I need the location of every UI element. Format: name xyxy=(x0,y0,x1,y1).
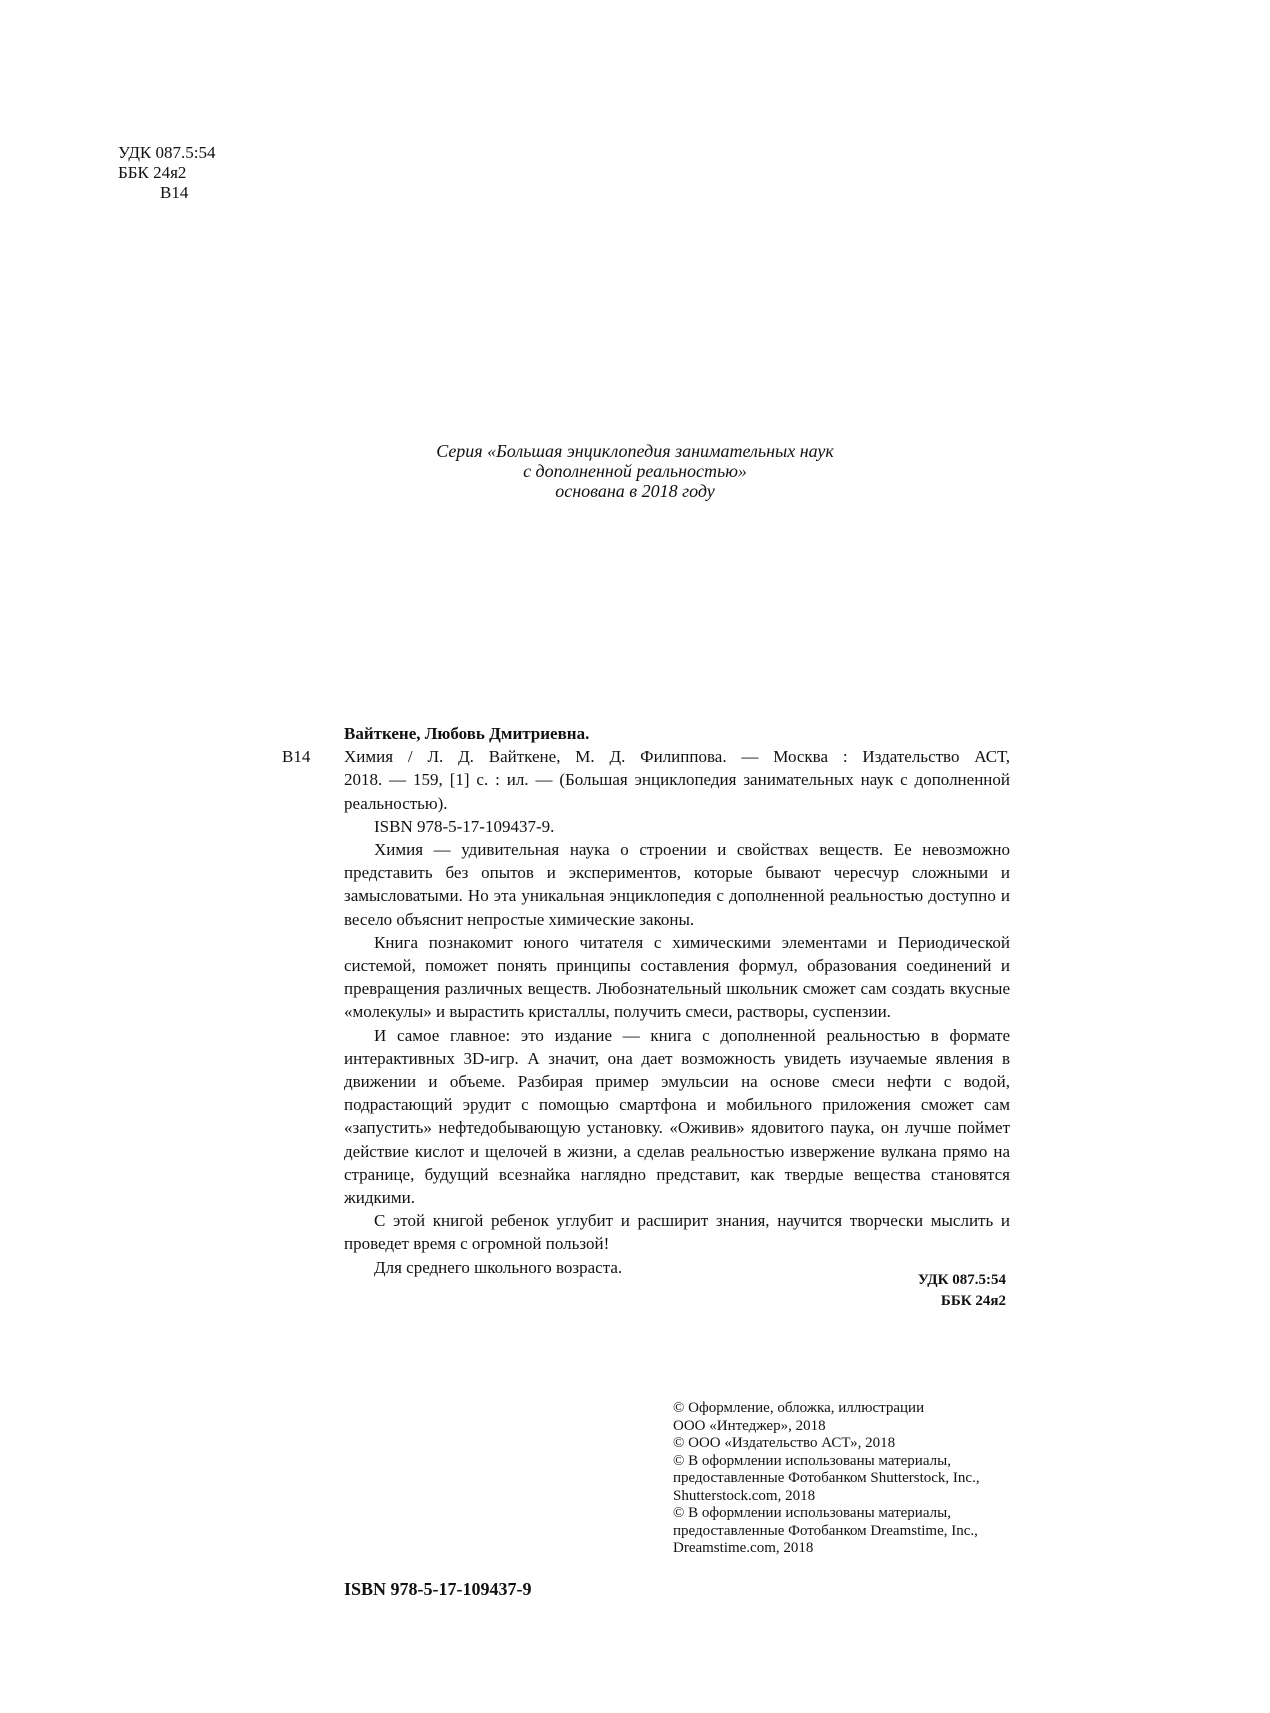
copyright-line: © ООО «Издательство АСТ», 2018 xyxy=(673,1435,896,1451)
title-line-1: Химия / Л. Д. Вайткене, М. Д. Филиппова. — Москва : Издательство АСТ, xyxy=(344,747,1010,767)
margin-author-mark: В14 xyxy=(282,747,311,766)
author-heading: Вайткене, Любовь Дмитриевна. xyxy=(344,724,590,743)
udk-code: УДК 087.5:54 xyxy=(917,1272,1006,1288)
series-note xyxy=(0,441,1270,501)
annotation-paragraph: Химия — удивительная наука о строении и свойствах веществ. Ее невозможно представить без опытов и экспериментов, которые бывают чересчур сложными и замысловатыми. Но эта уникальная энциклопедия с дополненной реальностью доступно и весело объяснит непростые химические законы. xyxy=(344,840,1010,929)
classification-codes-top xyxy=(118,143,215,203)
copyright-line: Shutterstock.com, 2018 xyxy=(673,1487,816,1504)
copyright-line: предоставленные Фотобанком Dreamstime, Inc., xyxy=(673,1522,978,1539)
copyright-line: © В оформлении использованы материалы, xyxy=(673,1452,951,1469)
annotation-paragraph: С этой книгой ребенок углубит и расширит знания, научится творчески мыслить и проведет время с огромной пользой! xyxy=(344,1211,1010,1254)
isbn-line: ISBN 978-5-17-109437-9. xyxy=(374,816,555,836)
age-rating: Для среднего школьного возраста. xyxy=(374,1257,623,1277)
series-line-3: основана в 2018 году xyxy=(555,481,715,501)
copyright-line: Dreamstime.com, 2018 xyxy=(673,1540,814,1556)
annotation-paragraph: Книга познакомит юного читателя с химическими элементами и Периодической системой, поможет понять принципы составления формул, образования соединений и превращения различных веществ. Любознательный школьник сможет сам создать вкусные «молекулы» и вырастить кристаллы, получить смеси, растворы, суспензии. xyxy=(344,932,1010,1022)
series-line-1: Серия «Большая энциклопедия занимательных наук xyxy=(436,441,834,461)
author-mark: В14 xyxy=(160,183,189,202)
copyright-line: © Оформление, обложка, иллюстрации xyxy=(673,1400,925,1416)
isbn-bottom: ISBN 978-5-17-109437-9 xyxy=(344,1579,532,1599)
bbk-code: ББК 24я2 xyxy=(118,163,187,182)
classification-codes-bottom xyxy=(850,1270,1006,1312)
annotation-paragraph: И самое главное: это издание — книга с дополненной реальностью в формате интерактивных 3D-игр. А значит, она дает возможность увидеть изучаемые явления в движении и объеме. Разбирая пример эмульсии на основе смеси нефти с водой, подрастающий эрудит с помощью смартфона и мобильного приложения сможет сам «запустить» нефтедобывающую установку. «Оживив» ядовитого паука, он лучше поймет действие кислот и щелочей в жизни, а сделав реальностью извержение вулкана прямо на странице, будущий всезнайка наглядно представит, как твердые вещества становятся жидкими. xyxy=(344,1025,1010,1208)
copyright-line: ООО «Интеджер», 2018 xyxy=(673,1417,826,1434)
udk-code: УДК 087.5:54 xyxy=(118,143,216,162)
catalog-entry xyxy=(344,722,1010,1279)
copyright-block xyxy=(673,1400,980,1558)
copyright-line: предоставленные Фотобанком Shutterstock, Inc., xyxy=(673,1470,980,1486)
series-line-2: с дополненной реальностью» xyxy=(523,461,747,481)
copyright-line: © В оформлении использованы материалы, xyxy=(673,1505,951,1521)
title-line-2: 2018. — 159, [1] с. : ил. — (Большая энциклопедия занимательных наук с дополненной реальностью). xyxy=(344,770,1010,813)
bbk-code: ББК 24я2 xyxy=(940,1293,1006,1309)
